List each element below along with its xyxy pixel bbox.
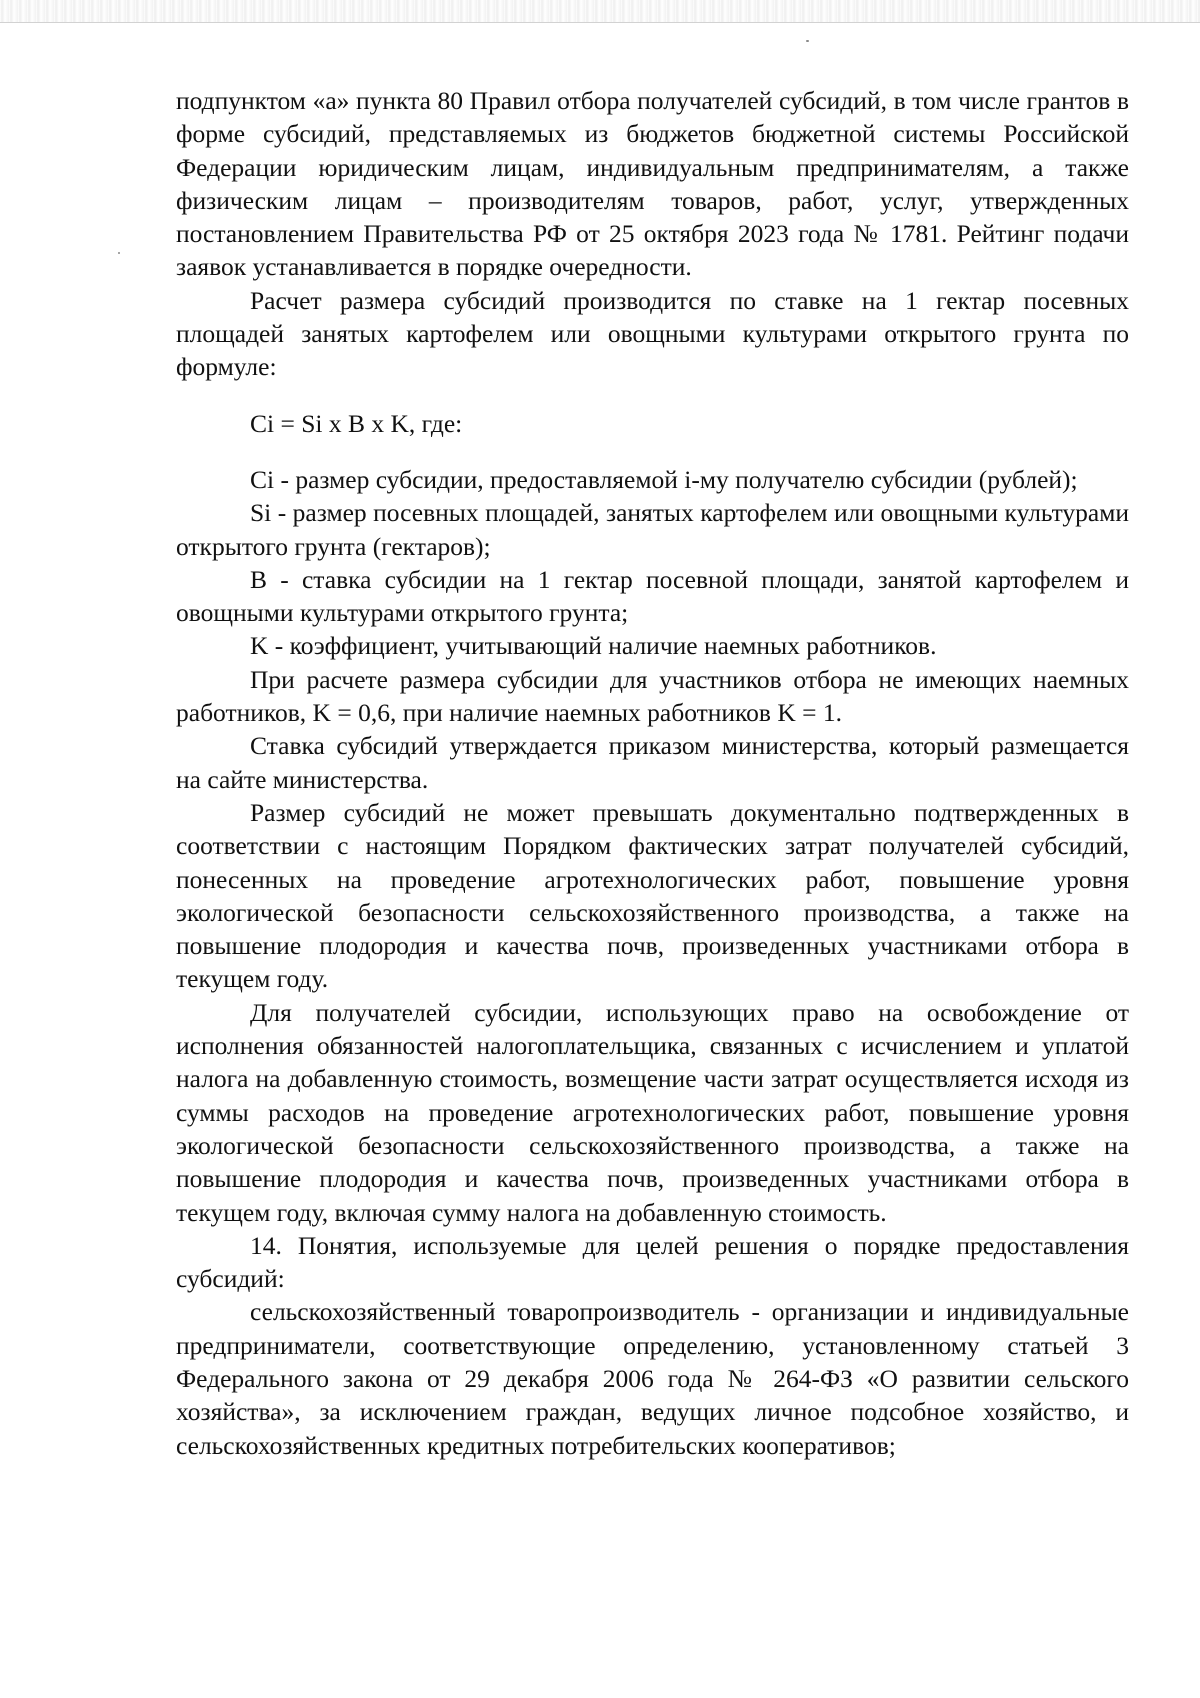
scan-speck	[806, 40, 809, 42]
scan-speck	[118, 252, 120, 254]
subsidy-formula: Ci = Si x B x K, где:	[250, 408, 463, 438]
definition-si: Si - размер посевных площадей, занятых картофелем или овощными культурами открытого грунта (гектаров);	[176, 498, 1129, 561]
definition-b: B - ставка субсидии на 1 гектар посевной площади, занятой картофелем и овощными культурами открытого грунта;	[176, 564, 1129, 628]
scan-top-edge	[0, 0, 1200, 23]
paragraph-rate-approval: Ставка субсидий утверждается приказом министерства, который размещается на сайте министерства.	[176, 731, 1129, 794]
paragraph-calculation-intro: Расчет размера субсидий производится по ставке на 1 гектар посевных площадей занятых картофелем или овощными культурами открытого грунта по формуле:	[176, 285, 1129, 382]
paragraph-subsidy-limit: Размер субсидий не может превышать документально подтвержденных в соответствии с настоящим Порядком фактических затрат получателей субсидий, понесенных на проведение агротехнологических работ, повышение уровня экологической безопасности сельскохозяйственного производства, а также на повышение плодородия и качества почв, произведенных участниками отбора в текущем году.	[176, 797, 1129, 994]
definition-ci: Ci - размер субсидии, предоставляемой i-му получателю субсидии (рублей);	[250, 464, 1078, 494]
definition-agricultural-producer: сельскохозяйственный товаропроизводитель - организации и индивидуальные предприниматели, соответствующие определению, установленному статьей 3 Федерального закона от 29 декабря 2006 года № 264-ФЗ «О развитии сельского хозяйства», за исключением граждан, ведущих личное подсобное хозяйство, и сельскохозяйственных кредитных потребительских кооперативов;	[176, 1297, 1129, 1460]
section-14-heading: 14. Понятия, используемые для целей решения о порядке предоставления субсидий:	[176, 1230, 1129, 1294]
definition-k: K - коэффициент, учитывающий наличие наемных работников.	[250, 631, 937, 661]
document-page	[176, 84, 1129, 1462]
paragraph-k-values: При расчете размера субсидии для участников отбора не имеющих наемных работников, K = 0,6, при наличие наемных работников K = 1.	[176, 664, 1129, 728]
paragraph-continuation: подпунктом «а» пункта 80 Правил отбора получателей субсидий, в том числе грантов в форме субсидий, представляемых из бюджетов бюджетной системы Российской Федерации юридическим лицам, индивидуальным предпринимателям, а также физическим лицам – производителям товаров, работ, услуг, утвержденных постановлением Правительства РФ от 25 октября 2023 года № 1781. Рейтинг подачи заявок устанавливается в порядке очередности.	[176, 86, 1129, 282]
paragraph-vat-exemption: Для получателей субсидии, использующих право на освобождение от исполнения обязанностей налогоплательщика, связанных с исчислением и уплатой налога на добавленную стоимость, возмещение части затрат осуществляется исходя из суммы расходов на проведение агротехнологических работ, повышение уровня экологической безопасности сельскохозяйственного производства, а также на повышение плодородия и качества почв, произведенных участниками отбора в текущем году, включая сумму налога на добавленную стоимость.	[176, 997, 1129, 1227]
